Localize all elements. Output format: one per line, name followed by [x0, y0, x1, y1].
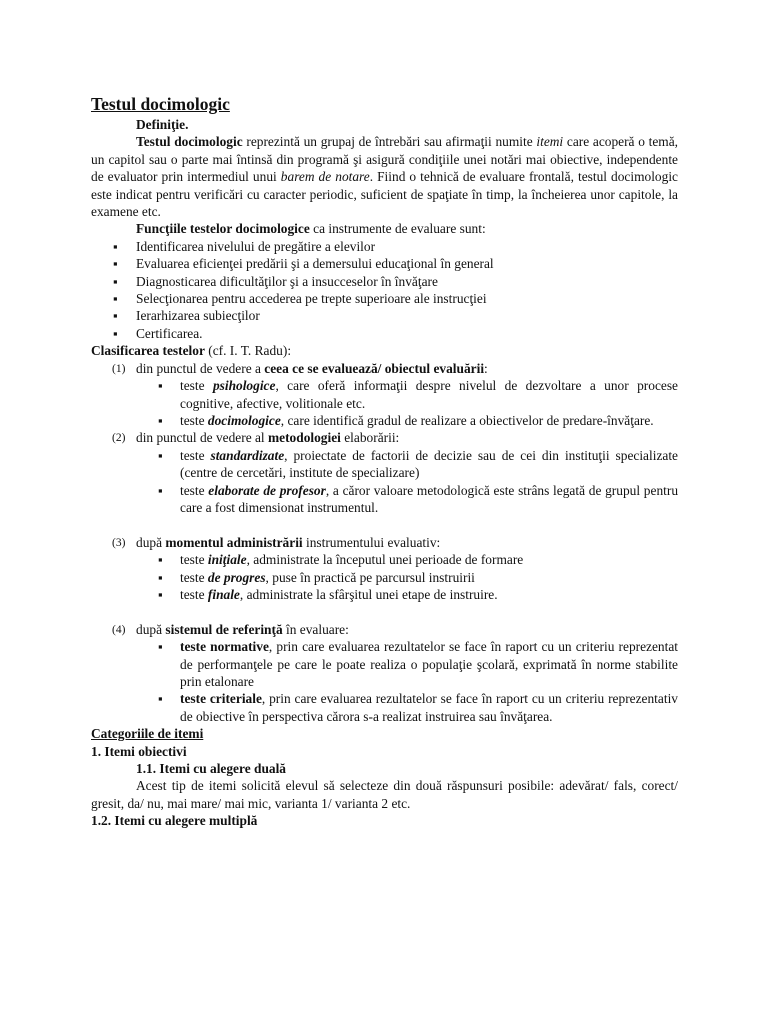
- list-item: ▪ teste psihologice, care oferă informaţii despre nivelul de dezvoltare a unor procese cognitive, afective, volitionale etc.: [91, 377, 678, 412]
- objective-items-heading: 1. Itemi obiectivi: [91, 743, 187, 759]
- spacer: [91, 516, 678, 533]
- definition-label: Definiţie.: [136, 117, 189, 132]
- classification-group-3: (3) după momentul administrării instrumentului evaluativ:: [112, 534, 441, 550]
- term-bold: Testul docimologic: [136, 134, 243, 150]
- group-3-list: [91, 551, 678, 603]
- dual-choice-heading: 1.1. Itemi cu alegere duală: [136, 761, 287, 776]
- list-item: ▪ teste elaborate de profesor, a căror valoare metodologică este strâns legată de grupul pentru care a fost dimensionat instrumentul.: [91, 482, 678, 517]
- list-item: ▪ teste docimologice, care identifică gradul de realizare a obiectivelor de predare-învăţare.: [91, 412, 678, 429]
- classification-group-1: (1) din punctul de vedere a ceea ce se evaluează/ obiectul evaluării:: [112, 360, 488, 376]
- list-item: ▪ Ierarhizarea subiecţilor: [91, 307, 678, 324]
- dual-choice-paragraph: Acest tip de itemi solicită elevul să selecteze din două răspunsuri posibile: adevărat/ fals, corect/ gresit, da/ nu, mai mare/ mai mic, varianta 1/ varianta 2 etc.: [91, 778, 678, 811]
- group-1-list: [91, 377, 678, 429]
- list-item: ▪ teste standardizate, proiectate de factorii de decizie sau de cei din instituţii specializate (centre de cercetări, institute de specializare): [91, 447, 678, 482]
- multiple-choice-heading: 1.2. Itemi cu alegere multiplă: [91, 813, 258, 829]
- list-item: ▪ Certificarea.: [91, 325, 678, 342]
- list-item: ▪ teste de progres, puse în practică pe parcursul instruirii: [91, 569, 678, 586]
- definition-paragraph: Testul docimologic reprezintă un grupaj de întrebări sau afirmaţii numite itemi care acoperă o temă, un capitol sau o parte mai întinsă din programă şi asigură condiţiile unei notări mai obiective, independente de evaluator prin intermediul unui barem de notare. Fiind o tehnică de evaluare frontală, testul docimologic este indicat pentru verificări cu caracter periodic, suficient de spaţiate în timp, la încheierea unor capitole, la examene etc.: [91, 134, 679, 220]
- functions-heading: Funcţiile testelor docimologice ca instrumente de evaluare sunt:: [136, 221, 486, 237]
- functions-list: [91, 238, 678, 342]
- list-item: ▪ teste criteriale, prin care evaluarea rezultatelor se face în raport cu un criteriu reprezentativ de obiective în perspectiva cărora s-a realizat instruirea sau învăţarea.: [91, 690, 678, 725]
- group-4-list: [91, 638, 678, 725]
- spacer: [91, 603, 678, 620]
- document-title: Testul docimologic: [91, 94, 230, 114]
- list-item: ▪ Selecţionarea pentru accederea pe trepte superioare ale instrucţiei: [91, 290, 678, 307]
- list-item: ▪ Diagnosticarea dificultăţilor şi a insucceselor în învăţare: [91, 273, 678, 290]
- list-item: ▪ Evaluarea eficienţei predării şi a demersului educaţional în general: [91, 255, 678, 272]
- list-item: ▪ teste normative, prin care evaluarea rezultatelor se face în raport cu un criteriu reprezentat de performanţele pe care le poate realiza o populaţie şcolară, exprimată în norme stabilite prin etalonare: [91, 638, 678, 690]
- list-item: ▪ Identificarea nivelului de pregătire a elevilor: [91, 238, 678, 255]
- item-categories-heading: Categoriile de itemi: [91, 726, 204, 742]
- classification-group-2: (2) din punctul de vedere al metodologiei elaborării:: [112, 430, 400, 446]
- group-2-list: [91, 447, 678, 517]
- classification-group-4: (4) după sistemul de referinţă în evaluare:: [112, 621, 349, 637]
- list-item: ▪ teste iniţiale, administrate la începutul unei perioade de formare: [91, 551, 678, 568]
- document-body: [91, 93, 678, 830]
- list-item: ▪ teste finale, administrate la sfârşitul unei etape de instruire.: [91, 586, 678, 603]
- classification-heading: Clasificarea testelor (cf. I. T. Radu):: [91, 343, 292, 359]
